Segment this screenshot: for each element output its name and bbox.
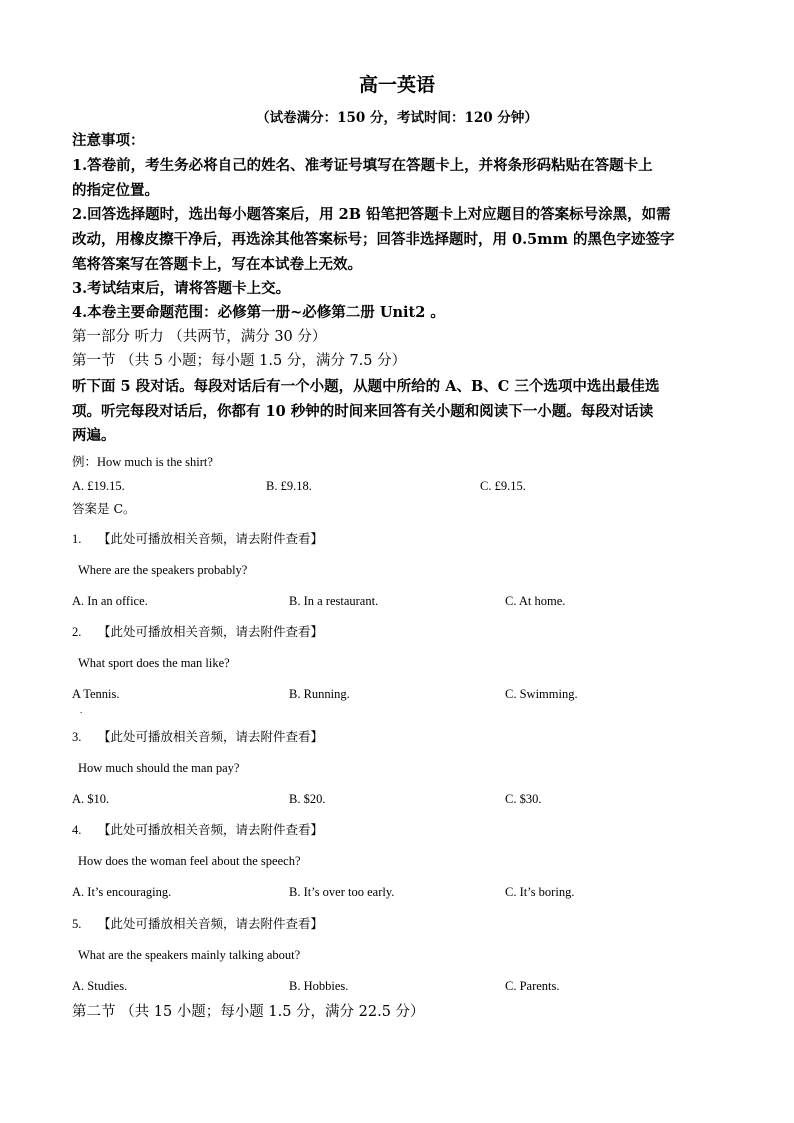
audio-placeholder: 【此处可播放相关音频，请去附件查看】 [98,624,324,639]
option-a: A. Studies. [72,979,128,993]
option-b: B. Running. [289,687,350,701]
option-a: A Tennis. [72,687,120,701]
option-a: A. In an office. [72,594,148,608]
instruction-line: 两遍。 [72,427,116,444]
option-a: A. $10. [72,792,110,806]
note-line: 4.本卷主要命题范围：必修第一册~必修第二册 Unit2 。 [72,304,445,321]
option-a: A. It’s encouraging. [72,885,172,899]
question-number: 2. [72,625,82,639]
question-text: How much should the man pay? [78,761,240,775]
option-b: B. In a restaurant. [289,594,379,608]
option-c: C. It’s boring. [505,885,575,899]
part-heading: 第一部分 听力 （共两节，满分 30 分） [72,329,327,345]
example-question: 例：How much is the shirt? [72,455,213,469]
audio-placeholder: 【此处可播放相关音频，请去附件查看】 [98,531,324,546]
example-option-a: A. £19.15. [72,479,125,493]
instruction-line: 听下面 5 段对话。每段对话后有一个小题，从题中所给的 A、B、C 三个选项中选出最佳选 [72,378,660,395]
note-line: 1.答卷前，考生务必将自己的姓名、准考证号填写在答题卡上，并将条形码粘贴在答题卡上 [72,157,653,174]
page-title: 高一英语 [358,74,435,96]
example-answer: 答案是 C。 [72,501,136,516]
option-c: C. Parents. [505,979,560,993]
audio-placeholder: 【此处可播放相关音频，请去附件查看】 [98,729,324,744]
note-line: 改动，用橡皮擦干净后，再选涂其他答案标号；回答非选择题时，用 0.5mm 的黑色字迹签字 [72,231,675,248]
instruction-line: 项。听完每段对话后，你都有 10 秒钟的时间来回答有关小题和阅读下一小题。每段对话读 [72,403,654,420]
option-c: C. $30. [505,792,542,806]
option-b: B. It’s over too early. [289,885,395,899]
note-line: 笔将答案写在答题卡上，写在本试卷上无效。 [72,256,362,273]
notes-header: 注意事项： [72,132,145,149]
question-text: How does the woman feel about the speech? [78,854,301,868]
example-option-c: C. £9.15. [480,479,526,493]
section-heading: 第二节 （共 15 小题；每小题 1.5 分，满分 22.5 分） [72,1004,425,1020]
exam-info: （试卷满分：150 分，考试时间：120 分钟） [256,110,538,126]
question-number: 3. [72,730,82,744]
option-b: B. $20. [289,792,326,806]
question-text: What are the speakers mainly talking about? [78,948,301,962]
note-line: 2.回答选择题时，选出每小题答案后，用 2B 铅笔把答题卡上对应题目的答案标号涂黑，如需 [72,206,671,223]
question-number: 4. [72,823,82,837]
option-c: C. At home. [505,594,566,608]
option-b: B. Hobbies. [289,979,349,993]
question-text: Where are the speakers probably? [78,563,248,577]
note-line: 3.考试结束后，请将答题卡上交。 [72,280,291,297]
note-line: 的指定位置。 [72,182,159,199]
option-c: C. Swimming. [505,687,578,701]
question-number: 5. [72,917,82,931]
audio-placeholder: 【此处可播放相关音频，请去附件查看】 [98,822,324,837]
audio-placeholder: 【此处可播放相关音频，请去附件查看】 [98,916,324,931]
question-text: What sport does the man like? [78,656,230,670]
example-option-b: B. £9.18. [266,479,312,493]
question-number: 1. [72,532,82,546]
stray-dot: . [80,705,83,715]
section-heading: 第一节 （共 5 小题；每小题 1.5 分，满分 7.5 分） [72,353,407,369]
